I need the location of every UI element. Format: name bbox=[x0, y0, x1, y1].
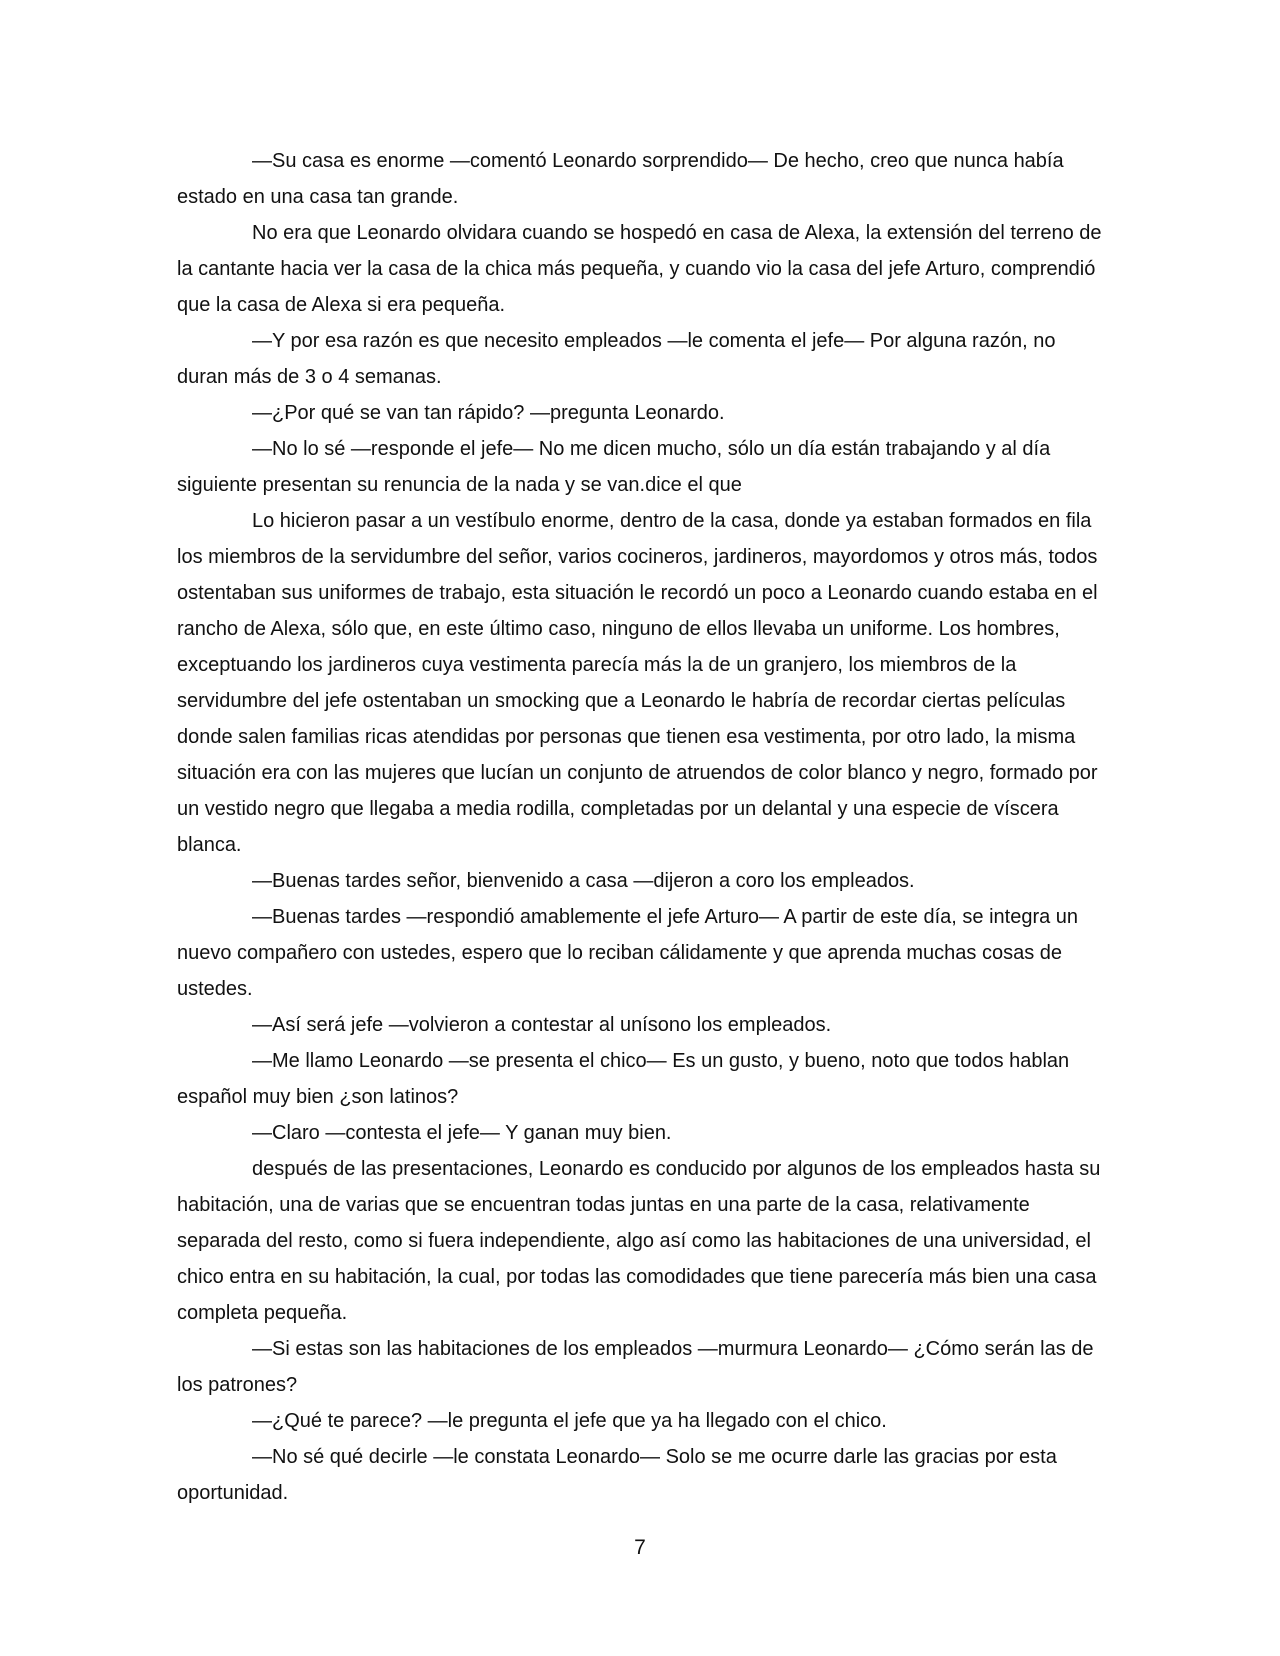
paragraph: —Su casa es enorme —comentó Leonardo sorprendido— De hecho, creo que nunca había estado en una casa tan grande. bbox=[177, 150, 1064, 208]
paragraph: —Buenas tardes —respondió amablemente el jefe Arturo— A partir de este día, se integra un nuevo compañero con ustedes, espero que lo reciban cálidamente y que aprenda muchas cosas de ustedes. bbox=[177, 906, 1079, 1000]
paragraph: —Y por esa razón es que necesito empleados —le comenta el jefe— Por alguna razón, no duran más de 3 o 4 semanas. bbox=[177, 330, 1056, 388]
paragraph: —No sé qué decirle —le constata Leonardo— Solo se me ocurre darle las gracias por esta oportunidad. bbox=[177, 1446, 1057, 1504]
paragraph: —Me llamo Leonardo —se presenta el chico— Es un gusto, y bueno, noto que todos hablan español muy bien ¿son latinos? bbox=[177, 1050, 1070, 1108]
paragraph: Lo hicieron pasar a un vestíbulo enorme, dentro de la casa, donde ya estaban formados en fila los miembros de la servidumbre del señor, varios cocineros, jardineros, mayordomos y otros más, todos ostentaban sus uniformes de trabajo, esta situación le recordó un poco a Leonardo cuando estaba en el rancho de Alexa, sólo que, en este último caso, ninguno de ellos llevaba un uniforme. Los hombres, exceptuando los jardineros cuya vestimenta parecía más la de un granjero, los miembros de la servidumbre del jefe ostentaban un smocking que a Leonardo le habría de recordar ciertas películas donde salen familias ricas atendidas por personas que tienen esa vestimenta, por otro lado, la misma situación era con las mujeres que lucían un conjunto de atruendos de color blanco y negro, formado por un vestido negro que llegaba a media rodilla, completadas por un delantal y una especie de víscera blanca. bbox=[177, 510, 1098, 856]
paragraph: —¿Qué te parece? —le pregunta el jefe que ya ha llegado con el chico. bbox=[252, 1410, 887, 1432]
paragraph: después de las presentaciones, Leonardo es conducido por algunos de los empleados hasta su habitación, una de varias que se encuentran todas juntas en una parte de la casa, relativamente separada del resto, como si fuera independiente, algo así como las habitaciones de una universidad, el chico entra en su habitación, la cual, por todas las comodidades que tiene parecería más bien una casa completa pequeña. bbox=[177, 1158, 1101, 1324]
paragraph: —Buenas tardes señor, bienvenido a casa —dijeron a coro los empleados. bbox=[252, 870, 915, 892]
page-number: 7 bbox=[634, 1536, 646, 1559]
body-text bbox=[177, 143, 1107, 1511]
paragraph: —Claro —contesta el jefe— Y ganan muy bien. bbox=[252, 1122, 672, 1144]
paragraph: No era que Leonardo olvidara cuando se hospedó en casa de Alexa, la extensión del terreno de la cantante hacia ver la casa de la chica más pequeña, y cuando vio la casa del jefe Arturo, comprendió que la casa de Alexa si era pequeña. bbox=[177, 222, 1102, 316]
paragraph: —No lo sé —responde el jefe— No me dicen mucho, sólo un día están trabajando y al día siguiente presentan su renuncia de la nada y se van.dice el que bbox=[177, 438, 1051, 496]
paragraph: —¿Por qué se van tan rápido? —pregunta Leonardo. bbox=[252, 402, 725, 424]
paragraph: —Así será jefe —volvieron a contestar al unísono los empleados. bbox=[252, 1014, 832, 1036]
paragraph: —Si estas son las habitaciones de los empleados —murmura Leonardo— ¿Cómo serán las de los patrones? bbox=[177, 1338, 1094, 1396]
